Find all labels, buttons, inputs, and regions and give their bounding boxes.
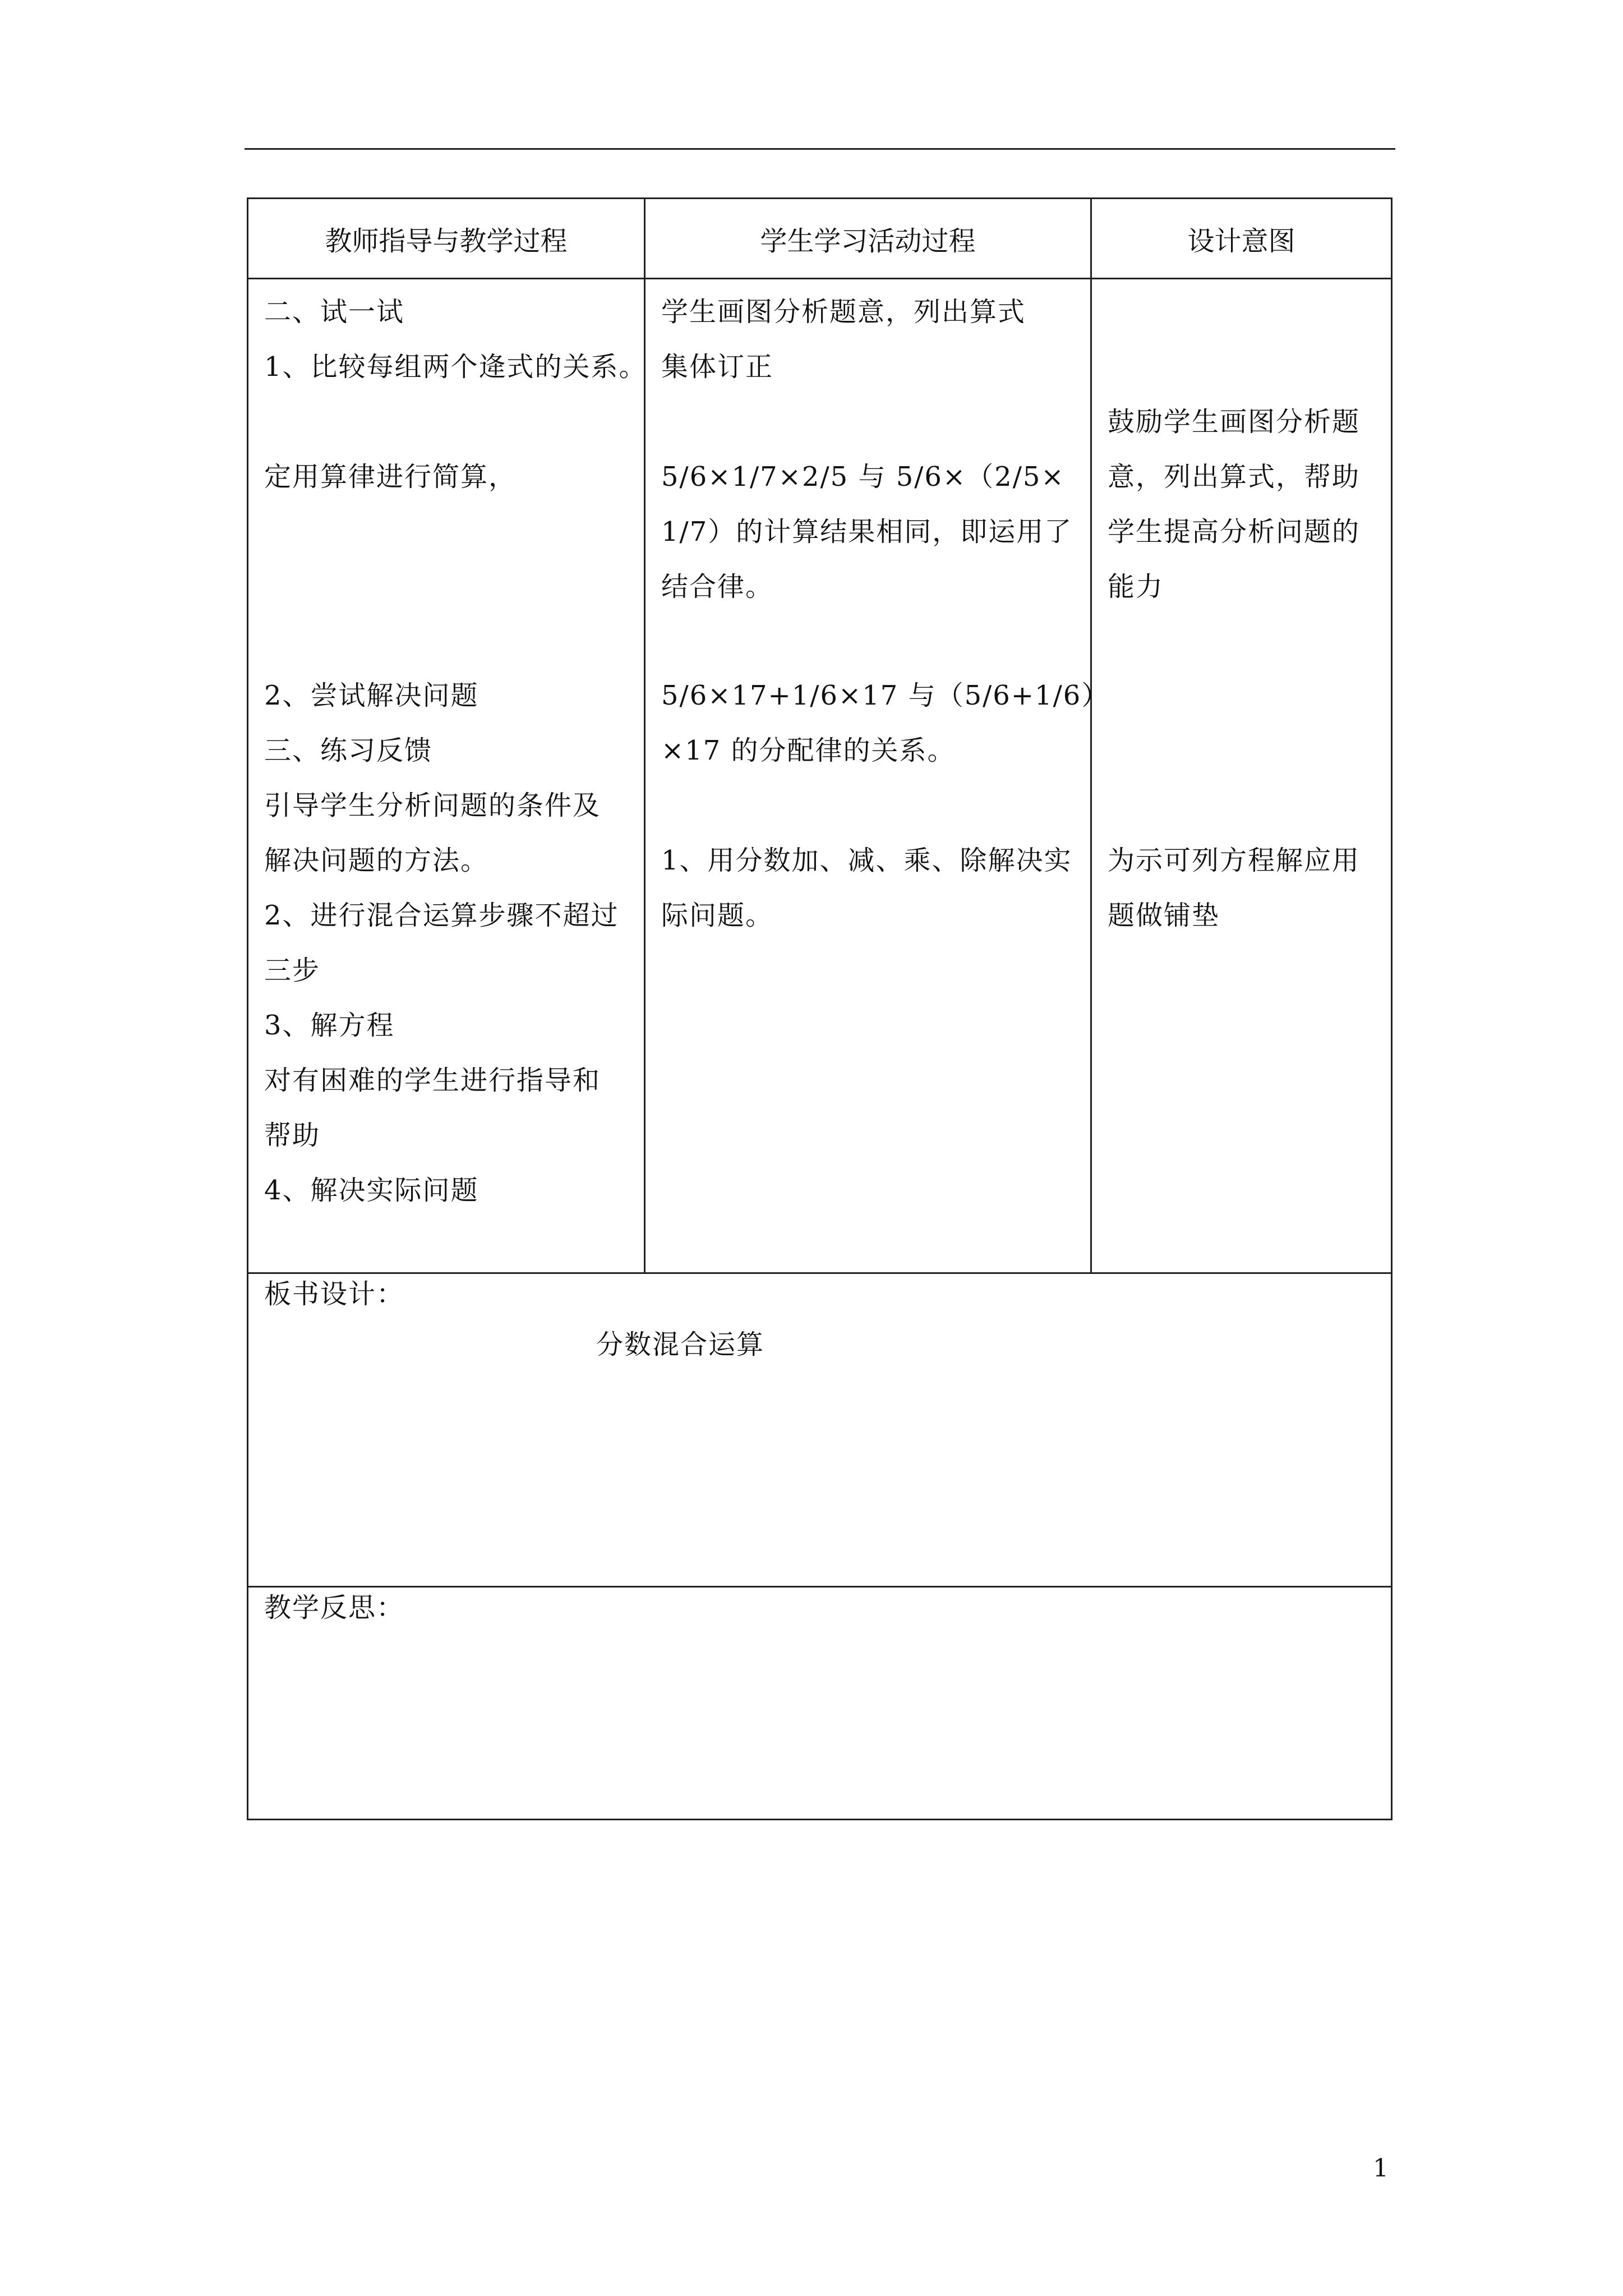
student-line: 结合律。 [661,571,774,602]
teacher-line: 解决问题的方法。 [264,845,489,876]
teacher-line: 二、试一试 [264,296,405,328]
design-line: 为示可列方程解应用 [1108,845,1361,876]
design-line: 题做铺垫 [1108,900,1220,931]
lesson-plan-table [247,197,1393,1820]
teacher-line: 对有困难的学生进行指导和 [264,1065,601,1096]
header-student-activity: 学生学习活动过程 [645,199,1091,279]
reflection-cell [248,1587,1392,1820]
teacher-line: 2、尝试解决问题 [264,680,479,711]
header-teacher-process: 教师指导与教学过程 [248,199,645,279]
student-line: 5/6×1/7×2/5 与 5/6×（2/5× [661,461,1065,493]
student-line: 学生画图分析题意，列出算式 [661,296,1026,328]
teacher-line: 帮助 [264,1120,321,1151]
table-body-row [248,279,1392,1273]
board-design-row [248,1273,1392,1587]
teacher-line: 定用算律进行简算， [264,461,517,493]
student-line: 1、用分数加、减、乘、除解决实 [661,845,1072,876]
board-design-label: 板书设计： [264,1278,405,1310]
header-design-intent: 设计意图 [1091,199,1392,279]
teacher-process-cell [248,279,645,1273]
teacher-line: 三步 [264,955,321,986]
design-intent-cell [1091,279,1392,1273]
design-line: 学生提高分析问题的 [1108,516,1361,547]
student-line: 际问题。 [661,900,774,931]
student-line: ×17 的分配律的关系。 [661,735,956,766]
table-header-row [248,199,1392,279]
teacher-line: 1、比较每组两个逄式的关系。 [264,351,647,383]
header-rule [245,148,1395,150]
teacher-line: 引导学生分析问题的条件及 [264,790,601,821]
teacher-line: 三、练习反馈 [264,735,433,766]
teacher-line: 3、解方程 [264,1010,395,1041]
reflection-row [248,1587,1392,1820]
student-line: 集体订正 [661,351,774,383]
student-line: 1/7）的计算结果相同，即运用了 [661,516,1073,547]
teacher-line: 4、解决实际问题 [264,1175,479,1206]
design-line: 鼓励学生画图分析题 [1108,406,1361,438]
design-line: 能力 [1108,571,1164,602]
page-number: 1 [1373,2154,1389,2183]
design-line: 意，列出算式，帮助 [1108,461,1361,493]
student-activity-cell [645,279,1110,1273]
teacher-line: 2、进行混合运算步骤不超过 [264,900,619,931]
student-line: 5/6×17+1/6×17 与（5/6+1/6） [661,680,1110,711]
board-design-cell [248,1273,1392,1587]
board-design-title: 分数混合运算 [596,1329,765,1360]
reflection-label: 教学反思： [264,1592,405,1623]
